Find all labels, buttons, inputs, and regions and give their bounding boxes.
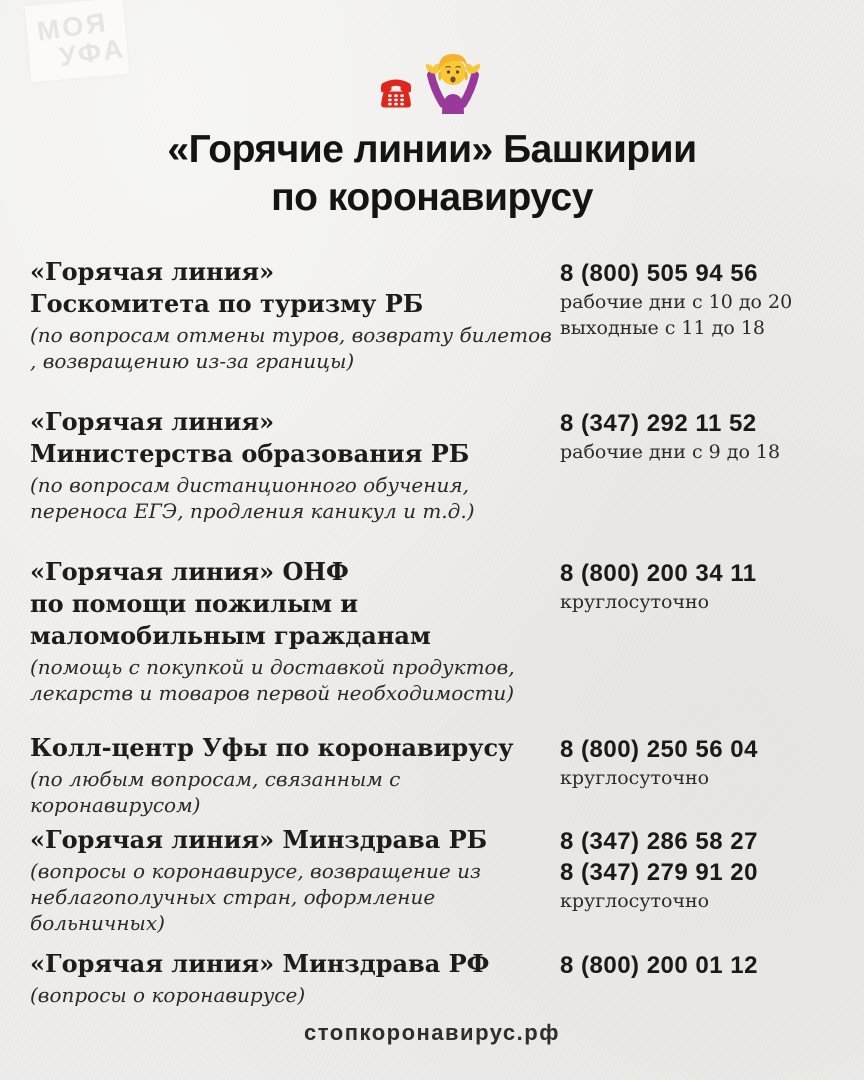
logo-text-line: МОЯ bbox=[35, 6, 111, 47]
hotline-name-line: «Горячая линия» ОНФ bbox=[30, 557, 349, 586]
woman-shrugging-emoji bbox=[418, 42, 488, 114]
hotline-name bbox=[30, 824, 552, 856]
hotline-name bbox=[30, 556, 552, 652]
phone-number: 8 (347) 286 58 27 bbox=[560, 828, 758, 855]
hotline-name-line: Министерства образования РБ bbox=[30, 439, 470, 468]
phone-number: 8 (347) 279 91 20 bbox=[560, 859, 758, 886]
hotline-description: (вопросы о коронавирусе, возвращение из неблагополучных стран, оформление больничных) bbox=[30, 859, 481, 935]
hotline-name bbox=[30, 948, 552, 980]
hotline-description: (по вопросам отмены туров, возврату билетов , возвращению из-за границы) bbox=[30, 323, 552, 373]
phone-number: 8 (800) 200 01 12 bbox=[560, 952, 758, 979]
schedule-line: рабочие дни с 10 до 20 bbox=[560, 291, 793, 313]
emoji-header bbox=[0, 38, 864, 114]
page-title-line2: по коронавирусу bbox=[271, 176, 593, 219]
hotline-name bbox=[30, 732, 552, 764]
hotline-name-line: Колл-центр Уфы по коронавирусу bbox=[30, 733, 514, 762]
hotline-name bbox=[30, 406, 552, 470]
hotline-name-line: «Горячая линия» bbox=[30, 257, 275, 286]
hotline-description: (по любым вопросам, связанным с коронавирусом) bbox=[30, 767, 401, 817]
hotline-description: (вопросы о коронавирусе) bbox=[30, 983, 306, 1007]
page-title bbox=[0, 126, 864, 222]
hotline-name bbox=[30, 256, 552, 320]
schedule-line: круглосуточно bbox=[560, 890, 710, 912]
hotline-name-line: «Горячая линия» Минздрава РБ bbox=[30, 825, 488, 854]
phone-number: 8 (800) 250 56 04 bbox=[560, 736, 758, 763]
phone-number: 8 (800) 505 94 56 bbox=[560, 260, 758, 287]
telephone-emoji bbox=[376, 74, 416, 114]
schedule-line: рабочие дни с 9 до 18 bbox=[560, 441, 781, 463]
hotline-name-line: маломобильным гражданам bbox=[30, 621, 431, 650]
logo-text-line: УФА bbox=[57, 33, 128, 73]
hotline-description: (по вопросам дистанционного обучения, переноса ЕГЭ, продления каникул и т.д.) bbox=[30, 473, 475, 523]
phone-number: 8 (800) 200 34 11 bbox=[560, 560, 757, 587]
hotline-name-line: Госкомитета по туризму РБ bbox=[30, 289, 424, 318]
schedule-line: круглосуточно bbox=[560, 591, 710, 613]
page-title-line1: «Горячие линии» Башкирии bbox=[167, 128, 697, 171]
schedule-line: круглосуточно bbox=[560, 767, 710, 789]
schedule-line: выходные с 11 до 18 bbox=[560, 317, 765, 339]
hotline-name-line: «Горячая линия» bbox=[30, 407, 275, 436]
hotline-description: (помощь с покупкой и доставкой продуктов, лекарств и товаров первой необходимости) bbox=[30, 655, 515, 705]
hotline-name-line: «Горячая линия» Минздрава РФ bbox=[30, 949, 490, 978]
phone-number: 8 (347) 292 11 52 bbox=[560, 410, 757, 437]
footer-site-url: стопкоронавирус.рф bbox=[304, 1020, 560, 1045]
hotline-name-line: по помощи пожилым и bbox=[30, 589, 359, 618]
